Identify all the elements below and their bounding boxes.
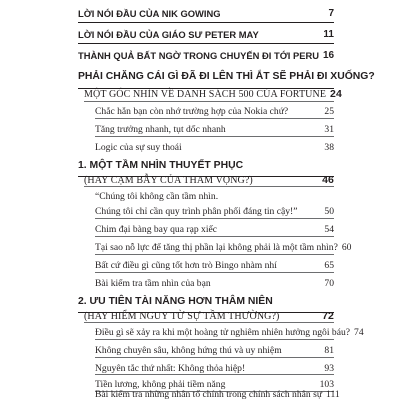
- divider: [95, 357, 334, 358]
- toc-entry-title: THÀNH QUẢ BẤT NGỜ TRONG CHUYẾN ĐI TỚI PERU: [78, 50, 319, 61]
- toc-entry-foreword-nik-gowing[interactable]: [78, 3, 334, 19]
- toc-entry-page: 16: [323, 50, 335, 61]
- toc-item[interactable]: [95, 274, 334, 289]
- toc-item-page: 60: [341, 242, 352, 253]
- toc-subtitle-chapter-1[interactable]: [84, 170, 334, 186]
- toc-entry-page: 24: [330, 88, 342, 100]
- toc-item-title: Tăng trưởng nhanh, tụt dốc nhanh: [95, 124, 226, 135]
- chapter-1-title: 1. MỘT TẦM NHÌN THUYẾT PHỤC: [78, 160, 244, 171]
- divider: [95, 236, 334, 237]
- toc-entry-title: (HAY CẠM BẪY CỦA THAM VỌNG?): [84, 175, 253, 186]
- toc-item[interactable]: [95, 220, 334, 235]
- toc-entry-page: 72: [322, 310, 334, 322]
- toc-item-title: Bất cứ điều gì cũng tốt hơn trò Bingo nhàm nhí: [95, 260, 277, 271]
- divider: [78, 22, 334, 23]
- toc-item[interactable]: [95, 187, 334, 202]
- toc-subtitle-chapter-2[interactable]: [84, 306, 334, 322]
- toc-entry-page: 11: [323, 29, 334, 40]
- toc-item-title: Bài kiểm tra tầm nhìn của bạn: [95, 278, 211, 289]
- toc-item-title: Logic của sự suy thoái: [95, 142, 182, 153]
- toc-item[interactable]: [95, 120, 334, 135]
- toc-item-title: Tiền lương, không phải tiềm năng: [95, 379, 226, 390]
- toc-item-page: 103: [319, 379, 334, 390]
- divider: [95, 218, 334, 219]
- section-title-intro: PHẢI CHĂNG CÁI GÌ ĐÃ ĐI LÊN THÌ ẮT SẼ PHẢI ĐI XUỐNG?: [78, 71, 375, 82]
- toc-item-page: 74: [354, 327, 364, 338]
- toc-item[interactable]: [95, 256, 334, 271]
- toc-item-title: Bài kiểm tra những nhân tố chính trong chính sách nhân sự: [95, 389, 323, 400]
- toc-item-page: 111: [326, 389, 340, 400]
- toc-subtitle-fortune-500[interactable]: [84, 84, 342, 100]
- toc-item-title: Chúng tôi chỉ cần quy trình phân phối đáng tin cậy!”: [95, 206, 298, 217]
- toc-entry-title: MỘT GÓC NHÌN VỀ DANH SÁCH 500 CỦA FORTUNE: [84, 89, 327, 100]
- toc-entry-title: LỜI NÓI ĐẦU CỦA NIK GOWING: [78, 8, 221, 19]
- toc-item[interactable]: [95, 102, 334, 117]
- toc-item-page: 25: [324, 106, 334, 117]
- divider: [78, 43, 334, 44]
- toc-entry-page: 7: [328, 8, 334, 19]
- toc-item-page: 93: [324, 363, 334, 374]
- toc-item-page: 81: [324, 345, 334, 356]
- toc-item-title: Tại sao nỗ lực để tăng thị phần lại không phải là một tầm nhìn?: [95, 242, 338, 253]
- toc-item-title: Chắc hẳn bạn còn nhớ trường hợp của Nokia chứ?: [95, 106, 289, 117]
- toc-item-title: Nguyên tắc thứ nhất: Không thỏa hiệp!: [95, 363, 246, 374]
- toc-entry-peru-trip[interactable]: [78, 45, 334, 61]
- toc-item-page: 38: [324, 142, 334, 153]
- divider: [95, 136, 334, 137]
- toc-item-page: 70: [324, 278, 334, 289]
- toc-entry-foreword-peter-may[interactable]: [78, 24, 334, 40]
- divider: [95, 118, 334, 119]
- toc-item[interactable]: [95, 138, 334, 153]
- toc-item-title: “Chúng tôi không cần tầm nhìn.: [95, 191, 219, 202]
- toc-item-page: 31: [324, 124, 334, 135]
- chapter-2-title: 2. ƯU TIÊN TÀI NĂNG HƠN THÂM NIÊN: [78, 296, 273, 307]
- toc-item-page: 65: [324, 260, 334, 271]
- toc-item-page: 54: [324, 224, 334, 235]
- toc-entry-title: LỜI NÓI ĐẦU CỦA GIÁO SƯ PETER MAY: [78, 29, 259, 40]
- toc-item[interactable]: [95, 202, 334, 217]
- divider: [95, 254, 334, 255]
- toc-item[interactable]: [95, 341, 334, 356]
- toc-item-title: Chim đại bàng bay qua rạp xiếc: [95, 224, 218, 235]
- toc-item[interactable]: [95, 323, 364, 338]
- toc-item[interactable]: [95, 384, 340, 400]
- toc-item[interactable]: [95, 359, 334, 374]
- toc-entry-title: (HAY HIỂM NGUY TỪ SỰ TẦM THƯỜNG?): [84, 311, 280, 322]
- divider: [95, 272, 334, 273]
- toc-item-title: Điều gì sẽ xảy ra khi một hoàng tử nghiêm nhiên hưởng ngôi báu?: [95, 327, 351, 338]
- toc-entry-page: 46: [322, 174, 334, 186]
- toc-item-page: 50: [324, 206, 334, 217]
- divider: [95, 339, 334, 340]
- toc-item-title: Không chuyên sâu, không hứng thú và uy nhiệm: [95, 345, 282, 356]
- toc-item[interactable]: [95, 238, 352, 253]
